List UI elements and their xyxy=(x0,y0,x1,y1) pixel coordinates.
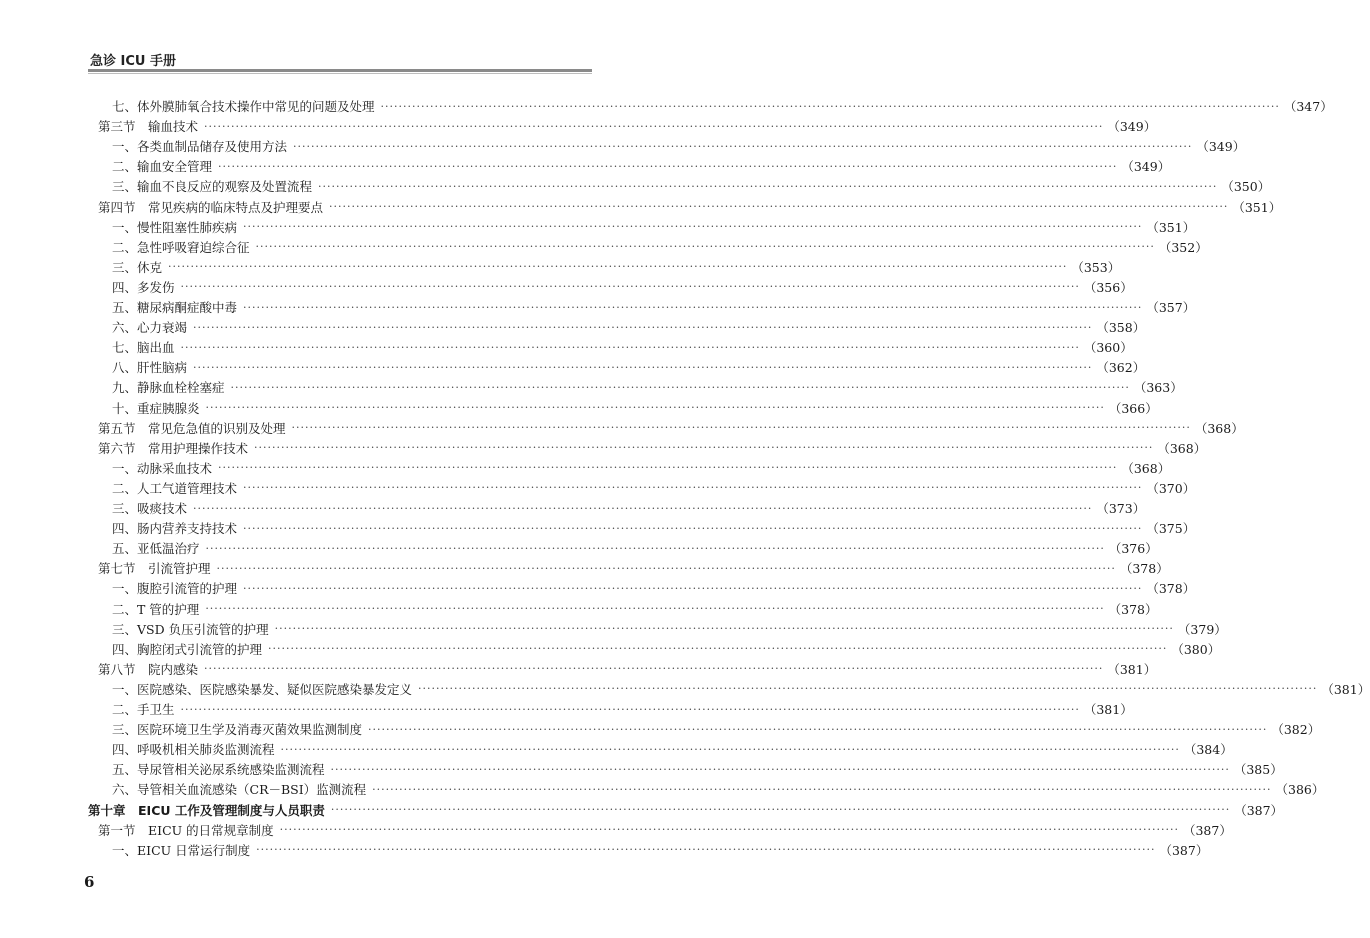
header-rule xyxy=(88,69,592,72)
toc-leader-dots: ········································································································································································································ xyxy=(205,602,1105,615)
toc-leader-dots: ········································································································································································································ xyxy=(254,441,1154,455)
toc-leader-dots: ········································································································································································································ xyxy=(193,501,1093,515)
toc-entry-label: 三、VSD 负压引流管的护理 xyxy=(112,621,269,637)
toc-leader-dots: ········································································································································································································ xyxy=(329,200,1229,213)
toc-entry-label: 二、输血安全管理 xyxy=(112,159,213,175)
toc-section-entry xyxy=(98,820,1232,840)
toc-entry-page: （378） xyxy=(1119,561,1169,577)
toc-entry-page: （384） xyxy=(1183,742,1233,758)
toc-leader-dots: ········································································································································································································ xyxy=(279,823,1179,837)
toc-entry-page: （381） xyxy=(1321,681,1370,697)
toc-subsection-entry xyxy=(112,538,1158,558)
toc-entry-label: 五、糖尿病酮症酸中毒 xyxy=(112,300,238,315)
toc-entry-page: （351） xyxy=(1232,199,1282,215)
toc-leader-dots: ········································································································································································································ xyxy=(291,421,1191,435)
toc-leader-dots: ········································································································································································································ xyxy=(168,260,1068,274)
toc-entry-label: 第一节 EICU 的日常规章制度 xyxy=(98,822,274,838)
toc-entry-label: 一、腹腔引流管的护理 xyxy=(112,581,238,597)
toc-leader-dots: ········································································································································································································ xyxy=(268,642,1168,656)
toc-entry-label: 第六节 常用护理操作技术 xyxy=(98,440,249,456)
toc-subsection-entry xyxy=(112,619,1227,639)
toc-subsection-entry xyxy=(112,357,1146,377)
toc-leader-dots: ········································································································································································································ xyxy=(180,702,1080,716)
toc-subsection-entry xyxy=(112,578,1196,598)
toc-entry-label: 三、吸痰技术 xyxy=(112,501,188,516)
toc-entry-page: （368） xyxy=(1194,420,1244,436)
toc-subsection-entry xyxy=(112,156,1171,176)
toc-leader-dots: ········································································································································································································ xyxy=(218,461,1118,475)
toc-entry-label: 四、呼吸机相关肺炎监测流程 xyxy=(112,742,275,758)
toc-chapter-entry xyxy=(88,800,1284,820)
toc-subsection-entry xyxy=(112,297,1196,317)
toc-leader-dots: ········································································································································································································ xyxy=(274,622,1174,636)
toc-leader-dots: ········································································································································································································ xyxy=(216,561,1116,575)
toc-subsection-entry xyxy=(112,478,1196,498)
toc-entry-label: 三、医院环境卫生学及消毒灭菌效果监测制度 xyxy=(112,722,363,738)
toc-leader-dots: ········································································································································································································ xyxy=(293,139,1193,153)
toc-leader-dots: ········································································································································································································ xyxy=(205,401,1105,414)
toc-leader-dots: ········································································································································································································ xyxy=(230,380,1130,394)
toc-entry-page: （385） xyxy=(1233,762,1283,778)
toc-leader-dots: ········································································································································································································ xyxy=(243,521,1143,535)
toc-entry-label: 六、心力衰竭 xyxy=(112,320,188,336)
toc-entry-page: （378） xyxy=(1108,601,1158,617)
page-number: 6 xyxy=(84,873,95,891)
toc-entry-page: （378） xyxy=(1146,581,1196,597)
toc-leader-dots: ········································································································································································································ xyxy=(256,843,1156,857)
toc-entry-page: （363） xyxy=(1133,380,1183,396)
toc-entry-page: （352） xyxy=(1158,239,1208,255)
toc-subsection-entry xyxy=(112,599,1158,619)
toc-entry-label: 一、慢性阻塞性肺疾病 xyxy=(112,219,238,235)
toc-leader-dots: ········································································································································································································ xyxy=(372,782,1272,796)
header-rule-thin xyxy=(88,73,592,74)
toc-entry-label: 七、体外膜肺氧合技术操作中常见的问题及处理 xyxy=(112,99,375,114)
toc-section-entry xyxy=(98,558,1169,578)
toc-entry-page: （375） xyxy=(1146,521,1196,537)
toc-entry-label: 一、EICU 日常运行制度 xyxy=(112,842,251,858)
toc-subsection-entry xyxy=(112,639,1221,659)
toc-entry-page: （347） xyxy=(1283,99,1333,114)
toc-entry-label: 一、动脉采血技术 xyxy=(112,460,213,476)
toc-entry-label: 第十章 EICU 工作及管理制度与人员职责 xyxy=(88,802,325,818)
toc-entry-page: （370） xyxy=(1146,480,1196,496)
toc-entry-label: 三、休克 xyxy=(112,259,163,275)
toc-entry-page: （351） xyxy=(1146,219,1196,235)
toc-entry-label: 五、亚低温治疗 xyxy=(112,541,200,557)
toc-subsection-entry xyxy=(112,739,1233,759)
toc-section-entry xyxy=(98,418,1244,438)
toc-entry-label: 第三节 输血技术 xyxy=(98,119,199,135)
toc-entry-label: 一、医院感染、医院感染暴发、疑似医院感染暴发定义 xyxy=(112,681,413,697)
toc-entry-label: 四、胸腔闭式引流管的护理 xyxy=(112,641,263,657)
toc-entry-page: （376） xyxy=(1108,541,1158,557)
toc-leader-dots: ········································································································································································································ xyxy=(418,682,1318,696)
toc-entry-label: 二、手卫生 xyxy=(112,702,175,717)
toc-subsection-entry xyxy=(112,237,1208,257)
toc-entry-label: 二、T 管的护理 xyxy=(112,601,200,617)
toc-entry-label: 第四节 常见疾病的临床特点及护理要点 xyxy=(98,199,324,215)
toc-subsection-entry xyxy=(112,176,1271,196)
toc-leader-dots: ········································································································································································································ xyxy=(243,300,1143,314)
toc-entry-label: 六、导管相关血流感染（CR－BSI）监测流程 xyxy=(112,782,367,798)
toc-leader-dots: ········································································································································································································ xyxy=(243,481,1143,495)
toc-entry-page: （362） xyxy=(1096,360,1146,376)
toc-entry-label: 四、多发伤 xyxy=(112,279,175,295)
toc-leader-dots: ········································································································································································································ xyxy=(368,722,1268,736)
toc-subsection-entry xyxy=(112,699,1133,719)
toc-subsection-entry xyxy=(112,136,1246,156)
toc-entry-page: （381） xyxy=(1107,661,1157,677)
toc-entry-page: （349） xyxy=(1121,159,1171,175)
toc-subsection-entry xyxy=(112,719,1321,739)
toc-subsection-entry xyxy=(112,779,1325,799)
toc-subsection-entry xyxy=(112,277,1133,297)
toc-leader-dots: ········································································································································································································ xyxy=(243,220,1143,234)
toc-subsection-entry xyxy=(112,518,1196,538)
toc-entry-page: （358） xyxy=(1096,320,1146,336)
toc-leader-dots: ········································································································································································································ xyxy=(243,581,1143,595)
toc-entry-page: （350） xyxy=(1221,179,1271,195)
toc-section-entry xyxy=(98,438,1207,458)
toc-leader-dots: ········································································································································································································ xyxy=(330,762,1230,776)
toc-entry-page: （387） xyxy=(1182,822,1232,838)
toc-subsection-entry xyxy=(112,398,1158,418)
toc-entry-label: 九、静脉血栓栓塞症 xyxy=(112,380,225,396)
toc-subsection-entry xyxy=(112,840,1209,860)
toc-entry-label: 第七节 引流管护理 xyxy=(98,561,211,577)
toc-entry-label: 第八节 院内感染 xyxy=(98,661,199,677)
toc-subsection-entry xyxy=(112,317,1146,337)
toc-subsection-entry xyxy=(112,217,1196,237)
toc-entry-label: 四、肠内营养支持技术 xyxy=(112,521,238,537)
toc-entry-page: （380） xyxy=(1171,641,1221,657)
toc-leader-dots: ········································································································································································································ xyxy=(380,99,1280,113)
toc-leader-dots: ········································································································································································································ xyxy=(180,340,1080,354)
toc-entry-page: （366） xyxy=(1108,400,1158,416)
toc-entry-page: （368） xyxy=(1121,460,1171,476)
toc-subsection-entry xyxy=(112,257,1121,277)
toc-entry-page: （379） xyxy=(1177,621,1227,637)
toc-entry-page: （356） xyxy=(1083,279,1133,295)
toc-entry-page: （357） xyxy=(1146,300,1196,315)
toc-leader-dots: ········································································································································································································ xyxy=(330,803,1231,816)
toc-entry-label: 七、脑出血 xyxy=(112,340,175,356)
toc-leader-dots: ········································································································································································································ xyxy=(204,119,1104,133)
toc-entry-label: 二、人工气道管理技术 xyxy=(112,480,238,496)
toc-entry-label: 二、急性呼吸窘迫综合征 xyxy=(112,239,250,255)
toc-entry-page: （349） xyxy=(1196,139,1246,155)
toc-subsection-entry xyxy=(112,679,1370,699)
running-header: 急诊 ICU 手册 xyxy=(90,54,176,69)
toc-leader-dots: ········································································································································································································ xyxy=(180,280,1080,294)
toc-subsection-entry xyxy=(112,337,1133,357)
toc-leader-dots: ········································································································································································································ xyxy=(193,360,1093,374)
toc-subsection-entry xyxy=(112,96,1333,116)
toc-section-entry xyxy=(98,116,1157,136)
toc-subsection-entry xyxy=(112,759,1283,779)
toc-leader-dots: ········································································································································································································ xyxy=(204,662,1104,676)
toc-entry-page: （387） xyxy=(1234,802,1284,818)
toc-entry-label: 十、重症胰腺炎 xyxy=(112,400,200,416)
toc-entry-page: （386） xyxy=(1275,782,1325,798)
toc-entry-page: （373） xyxy=(1096,501,1146,516)
toc-leader-dots: ········································································································································································································ xyxy=(255,240,1155,254)
toc-subsection-entry xyxy=(112,498,1146,518)
toc-entry-page: （382） xyxy=(1271,722,1321,738)
toc-leader-dots: ········································································································································································································ xyxy=(318,179,1218,193)
toc-leader-dots: ········································································································································································································ xyxy=(205,541,1105,555)
toc-subsection-entry xyxy=(112,458,1171,478)
toc-entry-label: 第五节 常见危急值的识别及处理 xyxy=(98,420,286,436)
toc-entry-label: 一、各类血制品储存及使用方法 xyxy=(112,139,288,155)
toc-entry-label: 三、输血不良反应的观察及处置流程 xyxy=(112,179,313,195)
toc-entry-page: （381） xyxy=(1083,702,1133,717)
toc-subsection-entry xyxy=(112,377,1183,397)
toc-leader-dots: ········································································································································································································ xyxy=(280,742,1180,756)
toc-leader-dots: ········································································································································································································ xyxy=(218,159,1118,173)
toc-entry-page: （368） xyxy=(1157,440,1207,456)
toc-entry-label: 八、肝性脑病 xyxy=(112,360,188,376)
toc-entry-page: （387） xyxy=(1159,842,1209,858)
toc-entry-label: 五、导尿管相关泌尿系统感染监测流程 xyxy=(112,762,325,778)
toc-entry-page: （349） xyxy=(1107,119,1157,135)
toc-leader-dots: ········································································································································································································ xyxy=(193,320,1093,334)
toc-section-entry xyxy=(98,659,1157,679)
toc-entry-page: （353） xyxy=(1071,259,1121,275)
toc-section-entry xyxy=(98,197,1282,217)
toc-entry-page: （360） xyxy=(1083,340,1133,356)
